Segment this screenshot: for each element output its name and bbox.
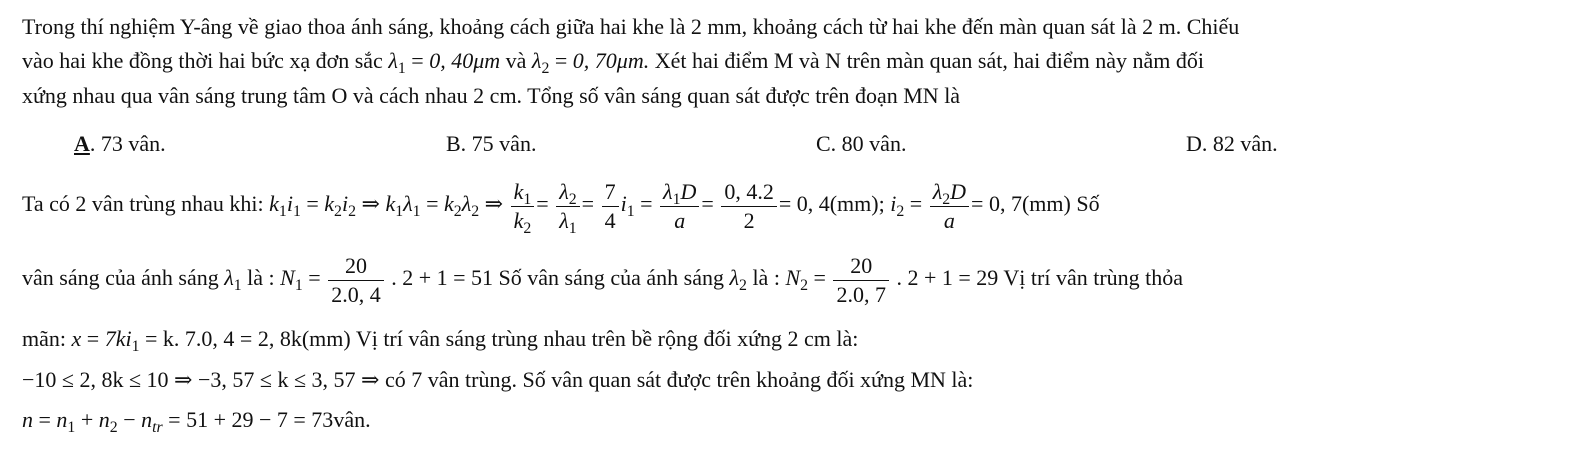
- la-word-1: là :: [247, 265, 275, 291]
- question-line-1: Trong thí nghiệm Y-âng về giao thoa ánh sáng, khoảng cách giữa hai khe là 2 mm, khoảng cách từ hai khe đến màn quan sát là 2 m. Chiếu: [22, 14, 1240, 39]
- lambda1-value: 0, 40μm: [429, 48, 501, 73]
- solution-intro: Ta có 2 vân trùng nhau khi:: [22, 191, 264, 217]
- question-line-2: vào hai khe đồng thời hai bức xạ đơn sắc $\lambda_1 = 0$, 40μm và $\lambda_2 = 0$, 70μm. Xét hai điểm M và N trên màn quan sát, hai điểm này nằm đối: [22, 48, 1204, 77]
- n1-tail: . 2 + 1 = 51: [391, 265, 494, 291]
- fraction-lambda2-lambda1: $\frac{\lambda_2}{\lambda_1}$: [556, 178, 579, 234]
- la-word-2: là :: [752, 265, 780, 291]
- i2-result: = 0, 7(mm): [971, 191, 1071, 217]
- fraction-lambda1d-a: $\frac{\lambda_1D}{a}$: [660, 178, 699, 234]
- solution-line-2-intro: vân sáng của ánh sáng: [22, 265, 219, 291]
- so-word: Số: [1076, 191, 1100, 217]
- solution-line-4-expr: −10 ≤ 2, 8k ≤ 10 ⇒ −3, 57 ≤ k ≤ 3, 57 ⇒: [22, 367, 380, 392]
- solution-line-5-unit: vân.: [333, 407, 371, 432]
- question-line-3: xứng nhau qua vân sáng trung tâm O và cách nhau 2 cm. Tổng số vân sáng quan sát được trên đoạn MN là: [22, 83, 961, 108]
- and-word: và: [505, 48, 527, 73]
- lambda2-value: 0, 70μm.: [572, 48, 650, 73]
- solution-line-3-expr: = k. 7.0, 4 = 2, 8k(mm): [145, 326, 351, 351]
- fraction-n2: $\frac{20}{2.0, 7}$: [833, 252, 889, 308]
- fraction-04x2-2: $\frac{0, 4.2}{2}$: [721, 178, 777, 234]
- choice-a-letter: A: [74, 131, 90, 156]
- question-line-2-a: vào hai khe đồng thời hai bức xạ đơn sắc: [22, 48, 383, 73]
- fraction-7-4: $\frac{7}{4}$: [602, 178, 619, 234]
- solution-line-2-end: Vị trí vân trùng thỏa: [1003, 265, 1184, 291]
- i1-result: = 0, 4(mm);: [778, 191, 885, 217]
- fraction-lambda2d-a: $\frac{\lambda_2D}{a}$: [930, 178, 969, 234]
- solution-line-3-b: Vị trí vân sáng trùng nhau trên bề rộng đối xứng 2 cm là:: [355, 326, 859, 351]
- choice-d[interactable]: D. 82 vân.: [1186, 131, 1278, 156]
- fraction-n1: $\frac{20}{2.0, 4}$: [328, 252, 384, 308]
- solution-line-5: $n = n_1 + n_2 - n_{tr} = 51 + 29 - 7$ = 73vân.: [22, 407, 371, 436]
- n2-tail: . 2 + 1 = 29: [896, 265, 999, 291]
- question-line-2-b: Xét hai điểm M và N trên màn quan sát, hai điểm này nằm đối: [654, 48, 1204, 73]
- choice-c[interactable]: C. 80 vân.: [816, 131, 907, 156]
- choice-b[interactable]: B. 75 vân.: [446, 131, 537, 156]
- solution-line-4: [22, 367, 973, 393]
- solution-line-3-a: mãn:: [22, 326, 66, 351]
- solution-line-3: mãn: $x = 7ki_1 = k$. 7.0, 4 = 2, 8k(mm) Vị trí vân sáng trùng nhau trên bề rộng đối xứng 2 cm là:: [22, 326, 859, 355]
- solution-line-5-expr: = 51 + 29 − 7 = 73: [168, 407, 334, 432]
- solution-line-1: Ta có 2 vân trùng nhau khi: $k_1i_1 = k_2i_2$ ⇒ $k_1\lambda_1 = k_2\lambda_2$ ⇒ $\frac{k_1}{k_2}$ = $\frac{\lambda_2}{\lambda_1}$ = $\frac{7}{4}$ $i_1$ = $\frac{\lambda_1D}{a}$ = $\frac{0, 4.2}{2}$ = 0, 4(mm); $i_2$ = $\frac{\lambda_2D}{a}$ = 0, 7(mm) Số: [22, 179, 1100, 237]
- choice-a-text: . 73 vân.: [89, 131, 166, 156]
- solution-line-4-text: có 7 vân trùng. Số vân quan sát được trên khoảng đối xứng MN là:: [384, 367, 974, 392]
- choice-a[interactable]: [74, 131, 166, 157]
- solution-line-2-mid: Số vân sáng của ánh sáng: [498, 265, 724, 291]
- fraction-k1-k2: $\frac{k_1}{k_2}$: [511, 178, 535, 234]
- solution-line-2: vân sáng của ánh sáng $\lambda_1$ là : $N_1$ = $\frac{20}{2.0, 4}$ . 2 + 1 = 51 Số vân sáng của ánh sáng $\lambda_2$ là : $N_2$ = $\frac{20}{2.0, 7}$ . 2 + 1 = 29 Vị trí vân trùng thỏa: [22, 253, 1184, 307]
